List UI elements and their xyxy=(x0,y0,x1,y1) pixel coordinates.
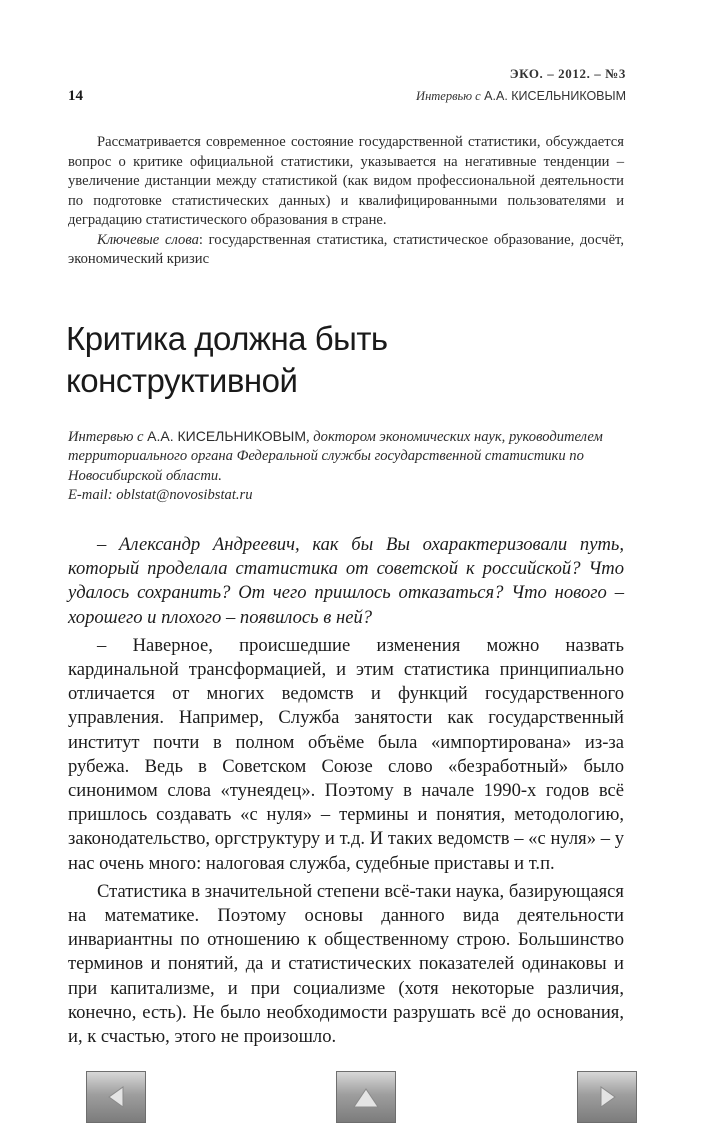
keywords-label: Ключевые слова xyxy=(97,231,199,248)
byline-name: А.А. КИСЕЛЬНИКОВЫМ xyxy=(147,428,306,444)
abstract-text: Рассматривается современное состояние государственной статистики, обсуждается вопрос о критике официальной статистики, указывается на негативные тенденции – увеличение дистанции между статистикой (как видом профессиональной деятельности по подготовке статистических данных) и квалифицированными пользователями и деградацию статистического образования в стране. xyxy=(68,134,624,228)
article-body xyxy=(68,533,624,1053)
arrow-right-icon xyxy=(578,1072,636,1122)
answer-paragraph-2: Статистика в значительной степени всё-таки наука, базирующаяся на математике. Поэтому основы данного вида деятельности инвариантны по отношению к общественному строю. Большинство терминов и понятий, да и статистических показателей одинаковы и при капитализме, и при социализме (хотя некоторые различия, конечно, есть). Не было необходимости разрушать всё до основания, и, к счастью, этого не произошло. xyxy=(68,880,624,1048)
arrow-left-icon xyxy=(87,1072,145,1122)
journal-issue: ЭКО. – 2012. – №3 xyxy=(509,66,626,81)
byline-description: , доктором экономических наук, руководителем территориального органа Федеральной службы государственной статистики по Новосибирской области. xyxy=(68,429,603,484)
next-page-button[interactable] xyxy=(577,1071,637,1123)
keywords-list: : государственная статистика, статистическое образование, досчёт, экономический кризис xyxy=(68,231,624,267)
prev-page-button[interactable] xyxy=(86,1071,146,1123)
interview-question: – Александр Андреевич, как бы Вы охарактеризовали путь, который проделала статистика от советской к российской? Что удалось сохранить? От чего пришлось отказаться? Что нового – хорошего и плохого – появилось в ней? xyxy=(68,534,624,628)
answer-paragraph-1: – Наверное, происшедшие изменения можно назвать кардинальной трансформацией, и этим статистика принципиально отличается от многих ведомств и функций государственного управления. Например, Служба занятости как государственный институт почти в полном объёме была «импортирована» из-за рубежа. Ведь в Советском Союзе слово «безработный» было синонимом слова «тунеядец». Поэтому в начале 1990-х годов всё пришлось создавать «с нуля» – термины и понятия, методологию, законодательство, оргструктуру и т.д. И таких ведомств – «с нуля» – у нас очень много: налоговая служба, судебные приставы и т.п. xyxy=(68,634,624,874)
byline xyxy=(68,427,628,505)
keywords xyxy=(68,231,624,270)
page-number: 14 xyxy=(68,88,83,104)
article-title-line2: конструктивной xyxy=(66,362,298,399)
running-header-name: А.А. КИСЕЛЬНИКОВЫМ xyxy=(480,89,626,103)
running-header xyxy=(416,89,626,104)
running-header-prefix: Интервью с xyxy=(416,89,481,103)
article-title xyxy=(66,318,626,402)
byline-email: E-mail: oblstat@novosibstat.ru xyxy=(68,486,253,503)
article-title-line1: Критика должна быть xyxy=(66,320,388,357)
byline-prefix: Интервью с xyxy=(68,429,148,445)
arrow-up-icon xyxy=(337,1072,395,1122)
top-page-button[interactable] xyxy=(336,1071,396,1123)
abstract xyxy=(68,133,624,270)
